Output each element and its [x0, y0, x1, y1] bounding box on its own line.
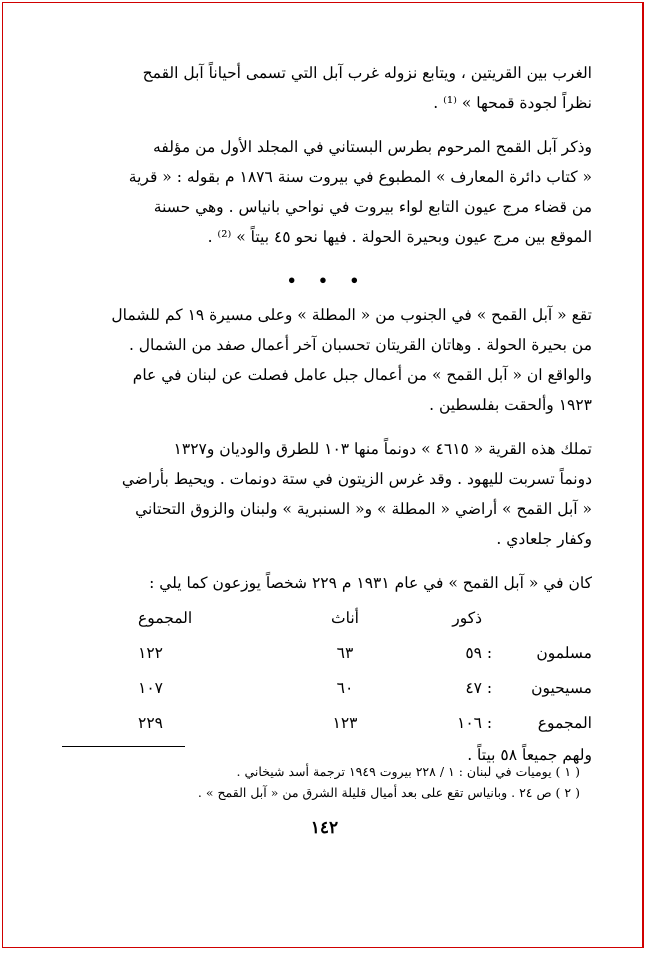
females-value: ٦٠ — [336, 678, 354, 697]
row-colon: : — [486, 713, 493, 732]
text-line: من بحيرة الحولة . وهاتان القريتان تحسبان آخر أعمال صفد من الشمال . — [128, 336, 592, 354]
text-line: الموقع بين مرج عيون وبحيرة الحولة . فيها نحو ٤٥ بيتاً » ⁽²⁾ . — [207, 228, 592, 246]
table-header-row — [138, 600, 592, 635]
footnote-divider — [62, 746, 185, 747]
text-line: من قضاء مرج عيون التابع لواء بيروت في نواحي بانياس . وهي حسنة — [153, 198, 592, 216]
text-line: وكفار جلعادي . — [496, 530, 592, 548]
females-value: ٦٣ — [336, 643, 354, 662]
males-value: ١٠٦ — [457, 713, 482, 732]
footnotes — [140, 761, 580, 803]
males-value: ٥٩ — [465, 643, 482, 662]
row-label: المجموع — [537, 713, 592, 732]
paragraph-4 — [62, 434, 592, 554]
paragraph-3 — [62, 300, 592, 420]
row-colon: : — [486, 678, 493, 697]
page-number: ١٤٢ — [310, 818, 339, 838]
row-label: مسيحيون — [531, 678, 592, 697]
text-line: نظراً لجودة قمحها » ⁽¹⁾ . — [433, 94, 592, 112]
row-colon: : — [486, 643, 493, 662]
header-females: أناث — [331, 608, 359, 627]
text-line: تقع « آبل القمح » في الجنوب من « المطلة » وعلى مسيرة ١٩ كم للشمال — [111, 306, 592, 324]
text-line: وذكر آبل القمح المرحوم بطرس البستاني في المجلد الأول من مؤلفه — [153, 138, 592, 156]
table-row — [138, 705, 592, 740]
page-body — [62, 58, 592, 770]
text-line: « كتاب دائرة المعارف » المطبوع في بيروت سنة ١٨٧٦ م بقوله : « قرية — [128, 168, 592, 186]
footnote-2: ( ٢ ) ص ٢٤ . وبانياس تقع على بعد أميال قليلة الشرق من « آبل القمح » . — [197, 785, 580, 800]
census-intro: كان في « آبل القمح » في عام ١٩٣١ م ٢٢٩ شخصاً يوزعون كما يلي : — [149, 574, 592, 592]
total-value: ٢٢٩ — [138, 713, 163, 732]
header-total: المجموع — [138, 608, 193, 627]
text-line: ١٩٢٣ وألحقت بفلسطين . — [429, 396, 592, 414]
table-row — [138, 635, 592, 670]
houses-line: ولهم جميعاً ٥٨ بيتاً . — [467, 746, 592, 764]
census-table — [138, 600, 592, 740]
males-value: ٤٧ — [465, 678, 482, 697]
text-line: والواقع ان « آبل القمح » من أعمال جبل عامل فصلت عن لبنان في عام — [132, 366, 592, 384]
header-males: ذكور — [452, 608, 482, 627]
paragraph-2 — [62, 132, 592, 252]
paragraph-1 — [62, 58, 592, 118]
text-line: دونماً تسربت لليهود . وقد غرس الزيتون في ستة دونمات . ويحيط بأراضي — [121, 470, 592, 488]
text-line: تملك هذه القرية « ٤٦١٥ » دونماً منها ١٠٣ للطرق والوديان و١٣٢٧ — [173, 440, 592, 458]
total-value: ١٠٧ — [138, 678, 163, 697]
row-label: مسلمون — [536, 643, 592, 662]
text-line: الغرب بين القريتين ، ويتابع نزوله غرب آبل التي تسمى أحياناً آبل القمح — [142, 64, 592, 82]
table-row — [138, 670, 592, 705]
total-value: ١٢٢ — [138, 643, 163, 662]
text-line: « آبل القمح » أراضي « المطلة » و« السنبرية » ولبنان والزوق التحتاني — [135, 500, 592, 518]
females-value: ١٢٣ — [332, 713, 358, 732]
section-separator: • • • — [286, 271, 368, 290]
footnote-1: ( ١ ) يوميات في لبنان : ١ / ٢٢٨ بيروت ١٩٤٩ ترجمة أسد شيخاني . — [236, 764, 580, 779]
